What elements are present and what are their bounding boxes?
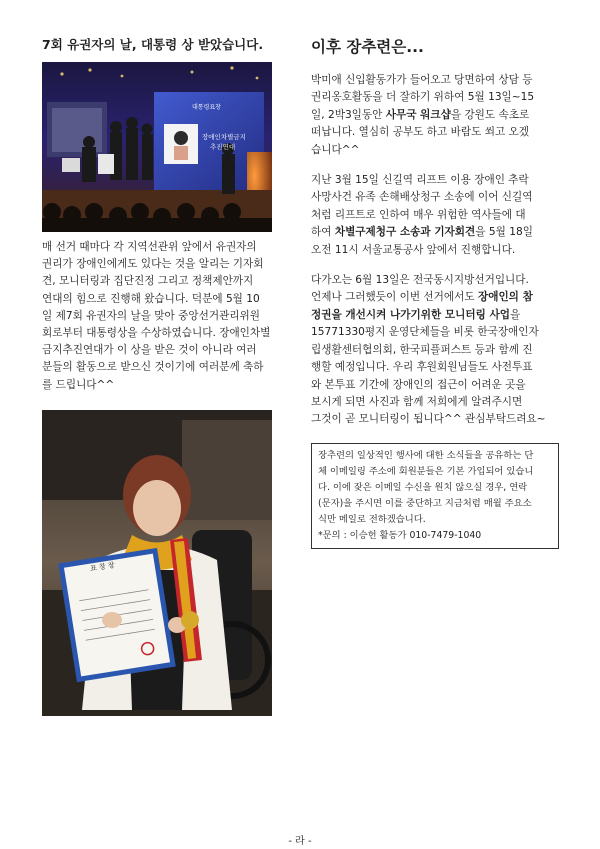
paragraph-line <box>311 411 559 428</box>
right-heading: 이후 장추련은... <box>311 38 424 56</box>
ceremony-scene-graphic <box>42 62 272 232</box>
left-column <box>42 36 272 716</box>
paragraph-line <box>311 359 559 376</box>
text-run: 박미애 신입활동가가 들어오고 당면하여 상담 등 <box>311 74 533 86</box>
paragraph-line <box>311 377 559 394</box>
text-run: 권리옹호활동을 더 잘하기 위하여 5월 13일~15 <box>311 91 535 104</box>
workshop-paragraph <box>311 72 559 159</box>
text-run: 을 5월 18일 <box>475 226 533 239</box>
emphasis-text: 정권을 개선시켜 나가기위한 모니터링 사업 <box>311 308 510 321</box>
right-column <box>311 36 559 549</box>
paragraph-line <box>311 224 559 241</box>
paragraph-line <box>311 107 559 124</box>
left-paragraph-line: 분들의 활동으로 받으신 것이기에 여러분께 축하 <box>42 361 264 374</box>
left-paragraph-line: 일 제7회 유권자의 날을 맞아 중앙선거관리위원 <box>42 309 261 322</box>
text-run: 오전 11시 서울교통공사 앞에서 진행합니다. <box>311 243 516 256</box>
paragraph-line <box>311 342 559 359</box>
text-run: 와 본투표 기간에 장애인의 접근이 어려운 곳을 <box>311 378 526 391</box>
left-paragraph-line: 권리가 장애인에게도 있다는 것을 알리는 기자회 <box>42 258 264 271</box>
recipient-scene-graphic <box>42 410 272 716</box>
text-run: 행할 예정입니다. 우리 후원회원님들도 사전투표 <box>311 361 533 374</box>
paragraph-line <box>311 89 559 106</box>
text-run: 언제나 그러했듯이 이번 선거에서도 <box>311 291 478 304</box>
notice-line: 체 이메일링 주소에 회원분들은 기본 가입되어 있습니 <box>318 465 534 477</box>
lawsuit-paragraph <box>311 172 559 259</box>
page-number: - 라 - <box>288 836 312 847</box>
left-paragraph-line: 회로부터 대통령상을 수상하였습니다. 장애인차별 <box>42 327 271 340</box>
emphasis-text: 장애인의 참 <box>477 291 533 304</box>
left-paragraph-line: 매 선거 때마다 각 지역선관위 앞에서 유권자의 <box>42 241 257 253</box>
screen-org-line-1: 장애인차별금지 <box>202 133 246 141</box>
notice-contact-line: *문의 : 이승헌 활동가 010-7479-1040 <box>318 529 482 541</box>
left-heading: 7회 유권자의 날, 대통령 상 받았습니다. <box>42 37 264 52</box>
award-recipient-photo <box>42 410 272 716</box>
left-paragraph-line: 연대의 힘으로 진행해 왔습니다. 덕분에 5월 10 <box>42 292 260 305</box>
paragraph-line <box>311 124 559 141</box>
text-run: 지난 3월 15일 신길역 리프트 이용 장애인 추락 <box>311 174 529 187</box>
paragraph-line <box>311 172 559 189</box>
screen-org-line-2: 추진연대 <box>210 143 236 151</box>
text-run: 떠납니다. 열심히 공부도 하고 바람도 쐬고 오겠 <box>311 126 530 139</box>
emphasis-text: 사무국 워크샵 <box>385 108 451 121</box>
text-run: 처럼 리프트로 인하여 매우 위험한 역사들에 대 <box>311 208 526 221</box>
text-run: 그것이 곧 모니터링이 됩니다^^ 관심부탁드려요~ <box>311 413 546 426</box>
text-run: 을 <box>509 308 521 321</box>
paragraph-line <box>311 307 559 324</box>
paragraph-line <box>311 394 559 411</box>
text-run: 15771330평지 운영단체들을 비롯 한국장애인자 <box>311 326 539 339</box>
mailing-notice-box <box>311 443 559 549</box>
monitoring-paragraph <box>311 272 559 429</box>
paragraph-line <box>311 142 559 159</box>
emphasis-text: 차별구제청구 소송과 기자회견 <box>334 226 476 239</box>
notice-line: 다. 이에 잦은 이메일 수신을 원치 않으실 경우, 연락 <box>318 481 528 493</box>
text-run: 립생활센터협의회, 한국피플퍼스트 등과 함께 진 <box>311 343 533 356</box>
left-paragraph-line: 견, 모니터링과 집단진정 그리고 정책제안까지 <box>42 275 254 288</box>
screen-title: 대통령표창 <box>192 104 221 111</box>
text-run: 보시게 되면 사진과 함께 저희에게 알려주시면 <box>311 395 523 408</box>
text-run: 하여 <box>311 226 335 239</box>
text-run: 일, 2박3일동안 <box>311 108 386 121</box>
paragraph-line <box>311 324 559 341</box>
paragraph-line <box>311 242 559 259</box>
notice-line: 식만 메일로 전하겠습니다. <box>318 513 426 525</box>
paragraph-line <box>311 189 559 206</box>
left-paragraph-line: 금지추진연대가 이 상을 받은 것이 아니라 여러 <box>42 344 257 357</box>
award-ceremony-photo <box>42 62 272 232</box>
text-run: 을 강원도 속초로 <box>450 108 530 121</box>
left-paragraph-line: 를 드립니다^^ <box>42 378 115 391</box>
text-run: 사망사건 유족 손해배상청구 소송에 이어 신길역 <box>311 191 533 204</box>
paragraph-line <box>311 289 559 306</box>
certificate-title: 표 창 장 <box>89 560 116 573</box>
notice-line: 장추련의 일상적인 행사에 대한 소식들을 공유하는 단 <box>318 449 534 461</box>
paragraph-line <box>311 272 559 289</box>
text-run: 다가오는 6월 13일은 전국동시지방선거입니다. <box>311 274 529 287</box>
paragraph-line <box>311 72 559 89</box>
notice-line: (문자)을 주시면 이를 중단하고 지금처럼 매월 주요소 <box>318 497 532 509</box>
text-run: 습니다^^ <box>311 143 360 156</box>
paragraph-line <box>311 207 559 224</box>
left-paragraph <box>42 239 272 394</box>
